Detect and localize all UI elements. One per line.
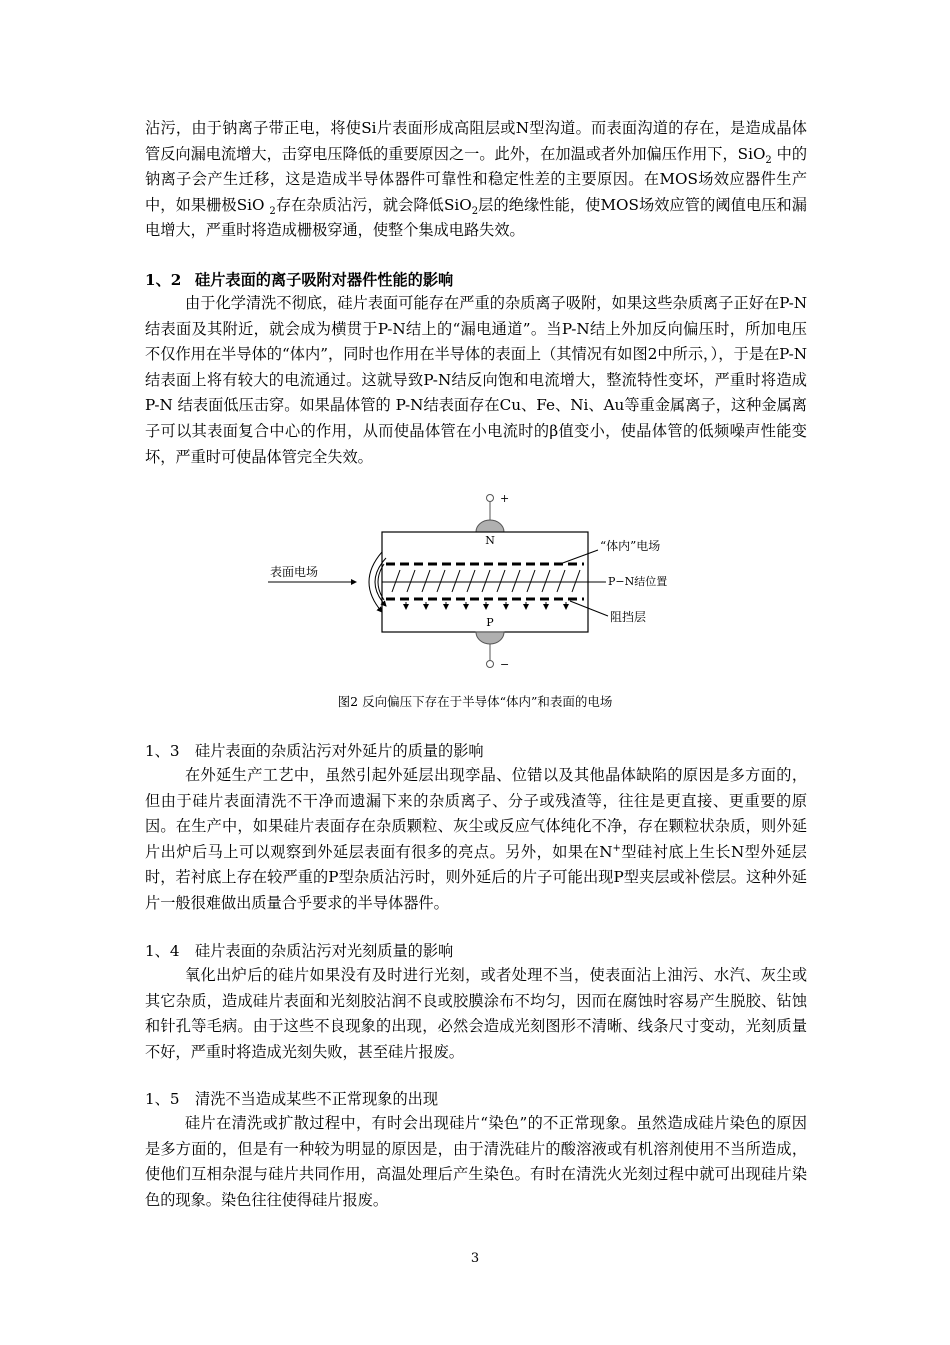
section-1-2-body: 由于化学清洗不彻底，硅片表面可能存在严重的杂质离子吸附，如果这些杂质离子正好在P-N结表面及其附近，就会成为横贯于P-N结上的“漏电通道”。当P-N结上外加反向偏压时，所加电压不仅作用在半导体的“体内”，同时也作用在半导体的表面上（其情况有如图2中所示，），于是在P-N结表面上将有较大的电流通过。这就导致P-N结反向饱和电流增大，整流特性变坏，严重时将造成 P-N 结表面低压击穿。如果晶体管的 P-N结表面存在Cu、Fe、Ni、Au等重金属离子，这种金属离子可以其表面复合中心的作用，从而使晶体管在小电流时的β值变小，使晶体管的低频噪声性能变坏，严重时可使晶体管完全失效。 (145, 294, 807, 466)
bulk-field-label: “体内”电场 (600, 539, 661, 553)
section-number: 1、3 (145, 742, 180, 760)
intro-text-1: 沾污，由于钠离子带正电，将使Si片表面形成高阻层或N型沟道。而表面沟道的存在，是造成晶体管反向漏电流增大，击穿电压降低的重要原因之一。此外，在加温或者外加偏压作用下，SiO (145, 119, 807, 163)
intro-text-3: 存在杂质沾污，就会降低SiO (275, 195, 472, 214)
sio2-subscript: 2 (765, 154, 772, 166)
sio2-subscript: 2 (269, 205, 276, 217)
section-1-3-body (145, 763, 807, 917)
top-contact (476, 520, 504, 532)
sio2-subscript: 2 (471, 205, 479, 217)
intro-text-4: 层的绝缘性能，使MOS场效应管的阈值电压和漏电增大，严重时将造成栅极穿通，使整个集成电路失效。 (145, 195, 807, 240)
section-1-5-body: 硅片在清洗或扩散过程中，有时会出现硅片“染色”的不正常现象。虽然造成硅片染色的原因是多方面的，但是有一种较为明显的原因是，由于清洗硅片的酸溶液或有机溶剂使用不当所造成，使他们互相杂混与硅片共同作用，高温处理后产生染色。有时在清洗火光刻过程中就可出现硅片染色的现象。染色往往使得硅片报废。 (145, 1114, 807, 1209)
section-1-3-text-1: 在外延生产工艺中，虽然引起外延层出现孪晶、位错以及其他晶体缺陷的原因是多方面的，但由于硅片表面清洗不干净而遗漏下来的杂质离子、分子或残渣等，往往是更直接、更重要的原因。在生产中，如果硅片表面存在杂质颗粒、灰尘或反应气体纯化不净，存在颗粒状杂质，则外延片出炉后马上可以观察到外延层表面有很多的亮点。另外，如果在N (145, 766, 807, 861)
pn-junction-figure (260, 488, 700, 678)
section-1-3-text-2: 型硅衬底上生长N型外延层时，若衬底上存在较严重的P型杂质沾污时，则外延后的片子可能出现P型夹层或补偿层。这种外延片一般很难做出质量合乎要求的半导体器件。 (145, 842, 807, 912)
barrier-layer-label: 阻挡层 (610, 610, 647, 624)
section-number: 1、4 (145, 942, 180, 960)
section-number: 1、2 (145, 271, 182, 289)
minus-label: − (500, 658, 510, 671)
page-number: 3 (470, 1251, 480, 1266)
n-region-label: N (485, 534, 495, 547)
section-title: 硅片表面的杂质沾污对外延片的质量的影响 (195, 742, 484, 760)
n-plus-superscript: + (612, 842, 621, 854)
intro-paragraph (145, 116, 807, 244)
section-heading-1-5 (145, 1087, 438, 1111)
positive-terminal (487, 495, 494, 502)
section-heading-1-4 (145, 939, 453, 963)
section-title: 清洗不当造成某些不正常现象的出现 (195, 1090, 438, 1108)
p-region-label: P (486, 616, 494, 629)
intro-text-2: 中的钠离子会产生迁移，这是造成半导体器件可靠性和稳定性差的主要原因。在MOS场效应器件生产中，如果栅极SiO (145, 144, 808, 214)
plus-label: + (500, 492, 510, 505)
pn-position-label: P−N结位置 (608, 575, 668, 588)
section-1-4-body: 氧化出炉后的硅片如果没有及时进行光刻，或者处理不当，使表面沾上油污、水汽、灰尘或其它杂质，造成硅片表面和光刻胶沾润不良或胶膜涂布不均匀，因而在腐蚀时容易产生脱胶、钻蚀和针孔等毛病。由于这些不良现象的出现，必然会造成光刻图形不清晰、线条尺寸变动，光刻质量不好，严重时将造成光刻失败，甚至硅片报废。 (145, 966, 807, 1061)
pn-junction-diagram (260, 488, 700, 678)
section-title: 硅片表面的杂质沾污对光刻质量的影响 (195, 942, 454, 960)
negative-terminal (487, 661, 494, 668)
section-heading-1-2 (145, 268, 453, 292)
surface-field-label: 表面电场 (270, 565, 319, 579)
section-heading-1-3 (145, 739, 484, 763)
bottom-contact (476, 632, 504, 644)
figure-caption: 图2 反向偏压下存在于半导体“体内”和表面的电场 (337, 694, 613, 709)
section-number: 1、5 (145, 1090, 180, 1108)
section-title: 硅片表面的离子吸附对器件性能的影响 (195, 271, 454, 289)
